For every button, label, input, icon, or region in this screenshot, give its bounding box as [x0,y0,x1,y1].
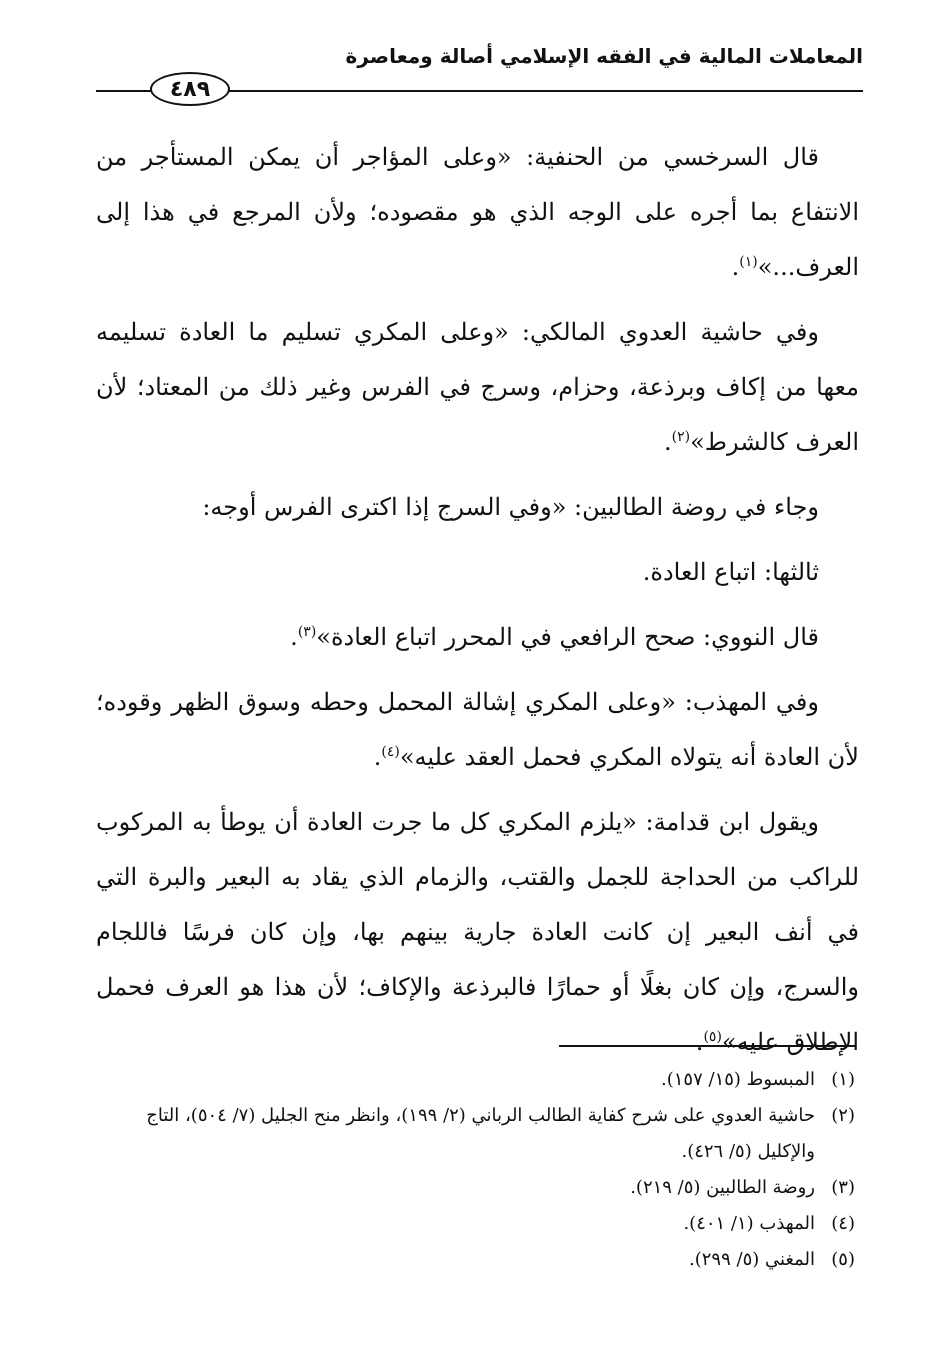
paragraph-text: قال النووي: صحح الرافعي في المحرر اتباع العادة» [316,623,819,651]
paragraph-text: ويقول ابن قدامة: «يلزم المكري كل ما جرت العادة أن يوطأ به المركوب للراكب من الحداجة للجمل والقتب، والزمام الذي يقاد به البعير والبرة التي في أنف البعير إن كانت العادة جارية بينهم بها، وإن كان فرسًا فاللجام والسرج، وإن كان بغلًا أو حمارًا فالبرذعة والإكاف؛ لأن هذا هو العرف فحمل الإطلاق عليه» [96,808,859,1056]
paragraph-text: قال السرخسي من الحنفية: «وعلى المؤاجر أن يمكن المستأجر من الانتفاع بما أجره على الوجه الذي هو مقصوده؛ ولأن المرجع في هذا إلى العرف...» [96,143,859,281]
footnote-number: (٢) [831,1105,855,1126]
paragraph-end: . [290,623,298,651]
footnote-text: المغني (٥/ ٢٩٩). [689,1249,815,1270]
paragraph-sarakhsi [96,130,859,295]
paragraph-end: . [664,428,672,456]
footnote-text: المبسوط (١٥/ ١٥٧). [661,1069,815,1090]
paragraph-text: وجاء في روضة الطالبين: «وفي السرج إذا اكترى الفرس أوجه: [202,493,819,521]
paragraph-rawda [96,480,859,535]
footnote-4 [96,1206,855,1242]
paragraph-end: . [695,1028,704,1056]
paragraph-adawi [96,305,859,470]
footnote-ref[interactable]: (٤) [381,744,400,760]
footnote-rule [559,1045,855,1047]
footnote-number: (١) [831,1069,855,1090]
paragraph-muhadhdhab [96,675,859,785]
footnote-3 [96,1170,855,1206]
footnote-text: روضة الطالبين (٥/ ٢١٩). [630,1177,815,1198]
footnote-ref[interactable]: (٢) [671,429,691,445]
paragraph-ibn-qudama [96,795,859,1070]
footnote-number: (٥) [831,1249,855,1270]
footnote-1 [96,1062,855,1098]
footnote-ref[interactable]: (٥) [703,1029,722,1045]
footnote-number: (٤) [831,1213,855,1234]
footnote-5 [96,1242,855,1278]
footnote-ref[interactable]: (١) [739,254,758,270]
running-title: المعاملات المالية في الفقه الإسلامي أصالة ومعاصرة [345,44,863,68]
paragraph-nawawi [96,610,859,665]
footnote-2 [96,1098,855,1170]
footnote-text: حاشية العدوي على شرح كفاية الطالب الرباني (٢/ ١٩٩)، وانظر منح الجليل (٧/ ٥٠٤)، التاج والإكليل (٥/ ٤٢٦). [146,1105,815,1162]
footnotes [96,1062,855,1278]
paragraph-text: ثالثها: اتباع العادة. [642,558,819,586]
body-text [96,130,859,1080]
paragraph-thalithuha [96,545,859,600]
footnote-ref[interactable]: (٣) [297,624,317,640]
paragraph-text: وفي حاشية العدوي المالكي: «وعلى المكري تسليم ما العادة تسليمه معها من إكاف وبرذعة، وحزام، وسرج في الفرس وغير ذلك من المعتاد؛ لأن العرف كالشرط» [96,318,859,456]
paragraph-end: . [373,743,382,771]
paragraph-text: وفي المهذب: «وعلى المكري إشالة المحمل وحطه وسوق الظهر وقوده؛ لأن العادة أنه يتولاه المكري فحمل العقد عليه» [96,688,859,771]
footnote-text: المهذب (١/ ٤٠١). [683,1213,815,1234]
footnote-number: (٣) [831,1177,855,1198]
paragraph-end: . [731,253,740,281]
page-number: ٤٨٩ [150,72,230,106]
